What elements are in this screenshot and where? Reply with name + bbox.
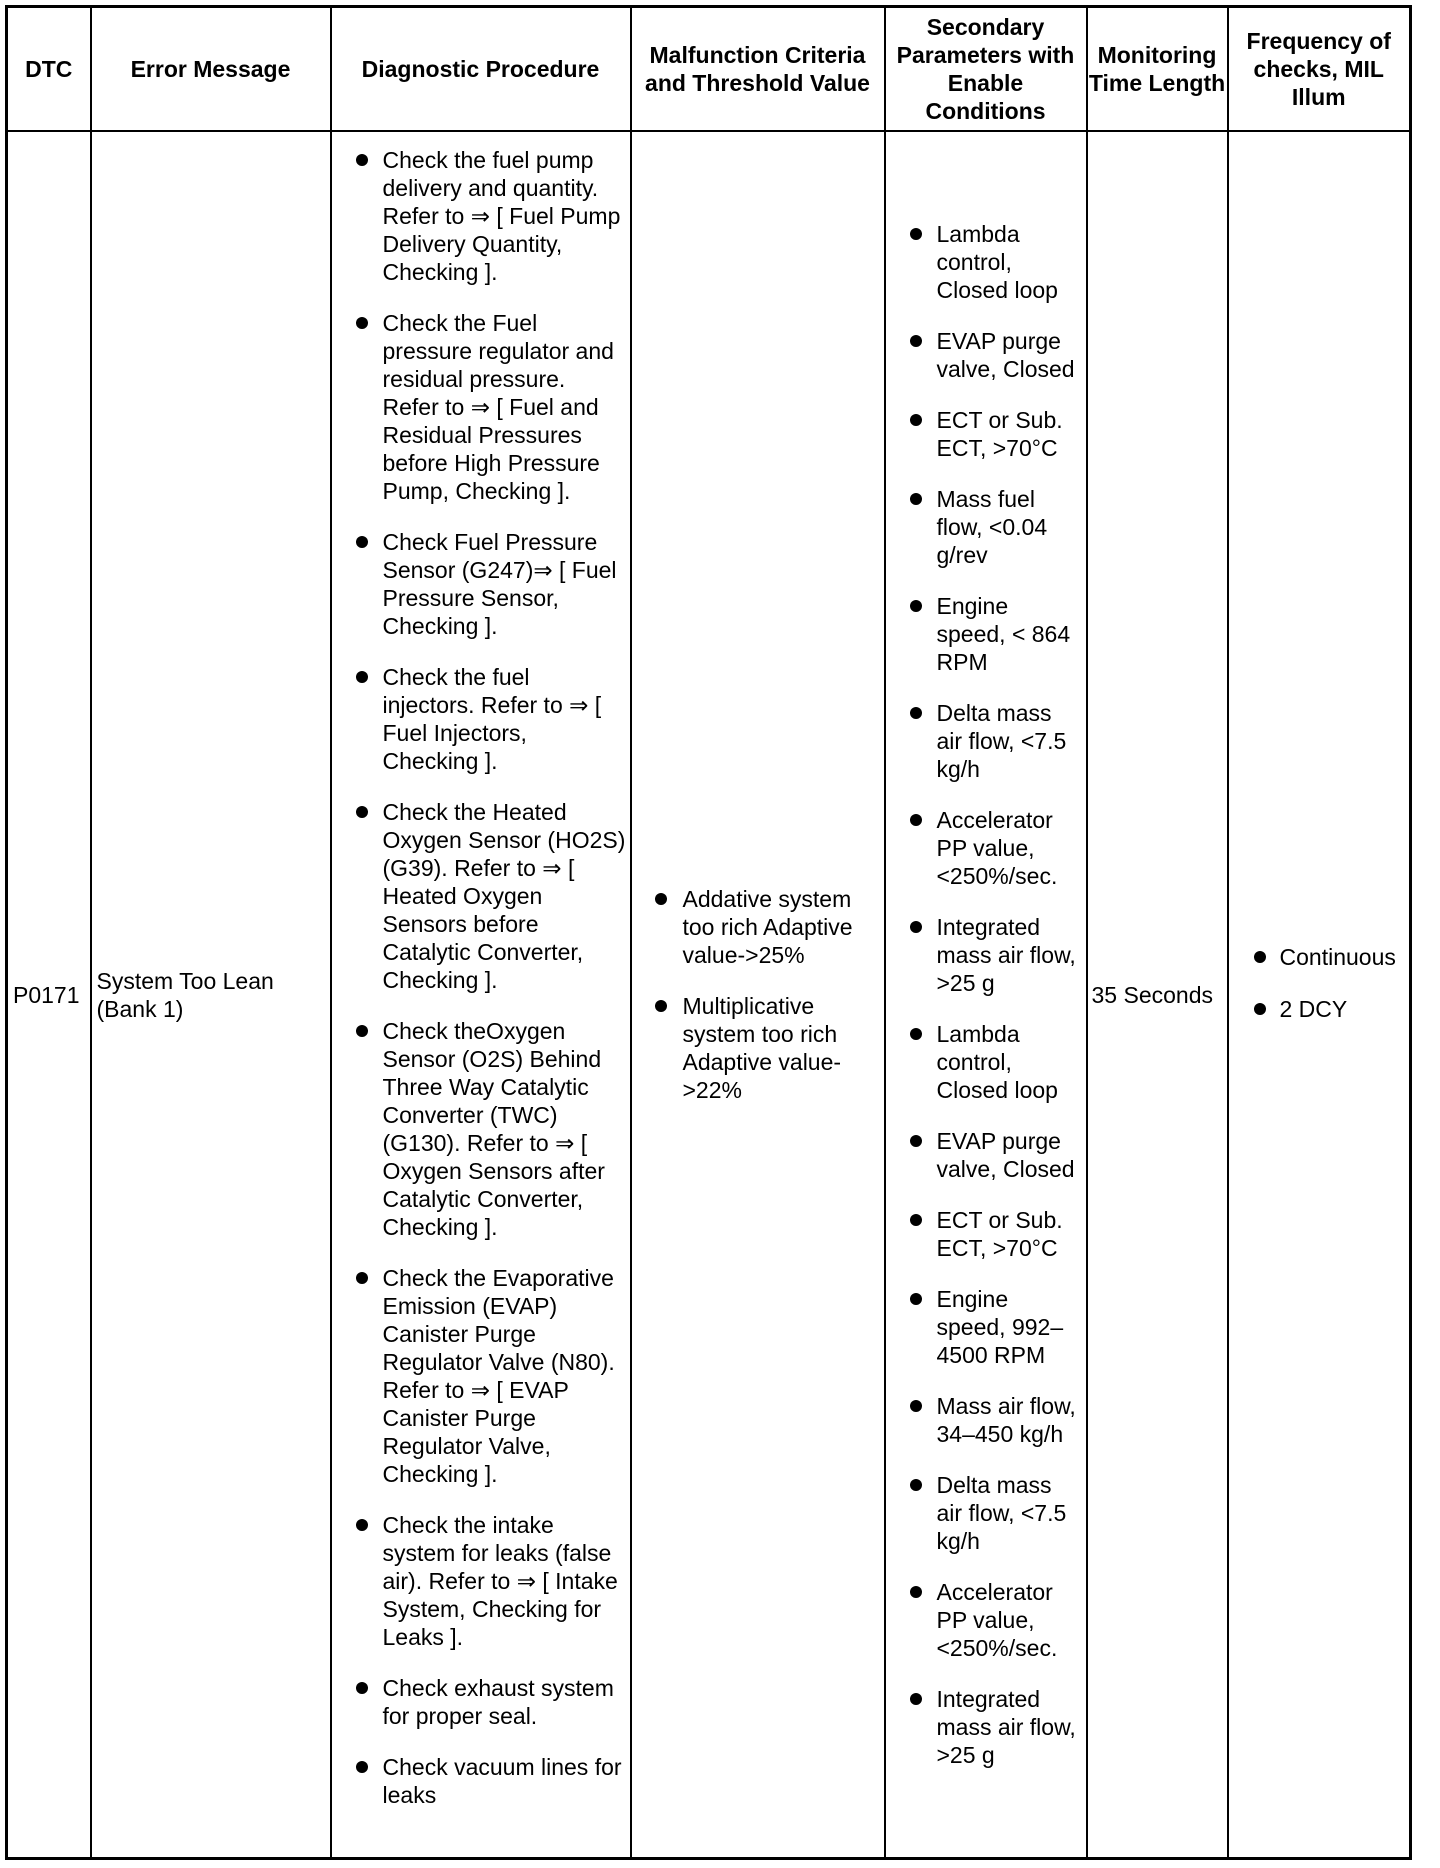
frequency-cell (1228, 131, 1411, 1859)
parameter-item: Mass air flow, 34–450 kg/h (937, 1392, 1082, 1448)
frequency-item: 2 DCY (1280, 995, 1406, 1023)
procedure-item: Check exhaust system for proper seal. (383, 1674, 626, 1730)
header-frequency: Frequency of checks, MIL Illum (1228, 7, 1411, 132)
criteria-item: Addative system too rich Adaptive value->25% (683, 885, 878, 969)
parameter-item: Engine speed, 992–4500 RPM (937, 1285, 1082, 1369)
procedure-item: Check the Heated Oxygen Sensor (HO2S) (G39). Refer to ⇒ [ Heated Oxygen Sensors before Catalytic Converter, Checking ]. (382, 799, 626, 993)
parameter-item: EVAP purge valve, Closed (937, 327, 1082, 383)
parameter-item: Mass fuel flow, <0.04 g/rev (937, 485, 1082, 569)
parameter-item: Integrated mass air flow, >25 g (937, 1685, 1082, 1769)
secondary-parameters-cell (885, 131, 1087, 1859)
parameter-item: Accelerator PP value, <250%/sec. (937, 806, 1082, 890)
malfunction-criteria-list (632, 885, 884, 1104)
parameter-item: Engine speed, < 864 RPM (937, 592, 1082, 676)
criteria-item: Multiplicative system too rich Adaptive value->22% (683, 992, 878, 1104)
frequency-list (1229, 943, 1410, 1023)
procedure-item: Check the fuel pump delivery and quantity. Refer to ⇒ [ Fuel Pump Delivery Quantity, Checking ]. (383, 146, 626, 286)
monitoring-time: 35 Seconds (1087, 131, 1228, 1859)
parameter-item: ECT or Sub. ECT, >70°C (937, 1206, 1082, 1262)
header-diagnostic-procedure: Diagnostic Procedure (331, 7, 631, 132)
diagnostic-procedure-list (332, 146, 630, 1809)
malfunction-criteria-cell (631, 131, 885, 1859)
procedure-item: Check the Evaporative Emission (EVAP) Canister Purge Regulator Valve (N80). Refer to ⇒ [ EVAP Canister Purge Regulator Valve, Checking ]. (383, 1264, 626, 1488)
diagnostic-procedure-cell (331, 131, 631, 1859)
secondary-parameters-list (886, 220, 1086, 1769)
header-malfunction-criteria: Malfunction Criteria and Threshold Value (631, 7, 885, 132)
dtc-code: P0171 (7, 131, 91, 1859)
dtc-table (5, 5, 1412, 1860)
header-monitoring-time: Monitoring Time Length (1087, 7, 1228, 132)
header-error-message: Error Message (91, 7, 331, 132)
procedure-item: Check vacuum lines for leaks (383, 1753, 626, 1809)
parameter-item: ECT or Sub. ECT, >70°C (937, 406, 1082, 462)
procedure-item: Check the Fuel pressure regulator and residual pressure. Refer to ⇒ [ Fuel and Residual Pressures before High Pressure Pump, Checking ]. (383, 309, 626, 505)
header-dtc: DTC (7, 7, 91, 132)
header-row (7, 7, 1411, 132)
parameter-item: Accelerator PP value, <250%/sec. (937, 1578, 1082, 1662)
parameter-item: EVAP purge valve, Closed (937, 1127, 1082, 1183)
frequency-item: Continuous (1280, 943, 1406, 971)
table-row (7, 131, 1411, 1859)
parameter-item: Delta mass air flow, <7.5 kg/h (937, 1471, 1082, 1555)
parameter-item: Lambda control, Closed loop (937, 1020, 1082, 1104)
header-secondary-parameters: Secondary Parameters with Enable Conditions (885, 7, 1087, 132)
procedure-item: Check Fuel Pressure Sensor (G247)⇒ [ Fuel Pressure Sensor, Checking ]. (383, 528, 626, 640)
procedure-item: Check theOxygen Sensor (O2S) Behind Three Way Catalytic Converter (TWC) (G130). Refer to ⇒ [ Oxygen Sensors after Catalytic Converter, Checking ]. (383, 1017, 626, 1241)
procedure-item: Check the fuel injectors. Refer to ⇒ [ Fuel Injectors, Checking ]. (383, 663, 626, 775)
procedure-item: Check the intake system for leaks (false air). Refer to ⇒ [ Intake System, Checking for Leaks ]. (383, 1511, 626, 1651)
parameter-item: Delta mass air flow, <7.5 kg/h (937, 699, 1082, 783)
error-message: System Too Lean (Bank 1) (91, 131, 331, 1859)
parameter-item: Integrated mass air flow, >25 g (937, 913, 1082, 997)
parameter-item: Lambda control, Closed loop (937, 220, 1082, 304)
